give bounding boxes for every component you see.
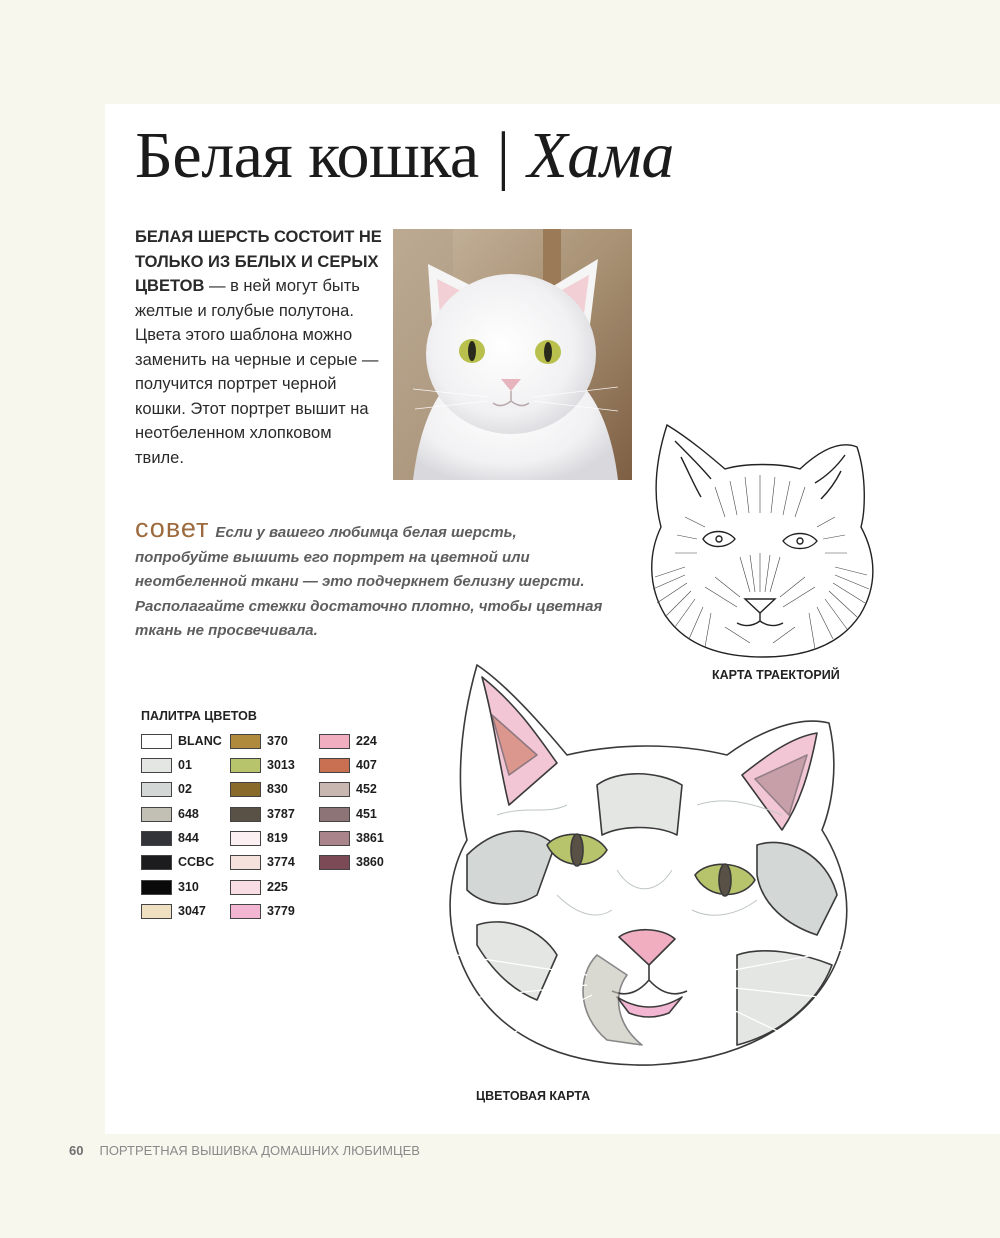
swatch-chip <box>230 855 261 870</box>
palette-swatch <box>141 805 199 823</box>
swatch-chip <box>319 782 350 797</box>
swatch-chip <box>141 758 172 773</box>
swatch-code: 819 <box>267 831 288 845</box>
swatch-chip <box>141 855 172 870</box>
title-pet-name: Хама <box>527 119 674 192</box>
intro-paragraph <box>135 225 385 470</box>
page-title <box>135 118 674 194</box>
palette-swatch <box>230 829 288 847</box>
swatch-code: 3787 <box>267 807 295 821</box>
palette-swatch <box>319 805 377 823</box>
swatch-code: 3774 <box>267 855 295 869</box>
swatch-chip <box>141 782 172 797</box>
color-map-illustration <box>437 655 862 1085</box>
cat-photo <box>393 229 632 480</box>
swatch-code: 830 <box>267 782 288 796</box>
palette-swatch <box>141 780 192 798</box>
palette-swatch <box>230 805 295 823</box>
page-footer <box>69 1143 420 1158</box>
swatch-chip <box>230 880 261 895</box>
palette-swatch <box>230 780 288 798</box>
title-main: Белая кошка <box>135 119 479 192</box>
palette-swatch <box>319 853 384 871</box>
palette-swatch <box>141 756 192 774</box>
stitch-map-illustration <box>645 417 880 662</box>
swatch-code: 451 <box>356 807 377 821</box>
swatch-code: BLANC <box>178 734 222 748</box>
swatch-chip <box>141 807 172 822</box>
palette-swatch <box>230 756 295 774</box>
swatch-chip <box>230 831 261 846</box>
swatch-code: 370 <box>267 734 288 748</box>
color-map-label: ЦВЕТОВАЯ КАРТА <box>476 1089 591 1103</box>
swatch-chip <box>319 758 350 773</box>
tip-label: совет <box>135 513 210 543</box>
swatch-code: 02 <box>178 782 192 796</box>
palette-swatch <box>319 780 377 798</box>
tip-box <box>135 513 605 644</box>
swatch-code: 3013 <box>267 758 295 772</box>
swatch-chip <box>230 758 261 773</box>
swatch-code: CCBC <box>178 855 215 869</box>
swatch-chip <box>141 880 172 895</box>
intro-lead: БЕЛАЯ ШЕРСТЬ СОСТОИТ НЕ ТОЛЬКО ИЗ БЕЛЫХ И СЕРЫХ ЦВЕТОВ <box>135 228 382 295</box>
swatch-code: 225 <box>267 880 288 894</box>
swatch-code: 224 <box>356 734 377 748</box>
stitch-map-label: КАРТА ТРАЕКТОРИЙ <box>712 668 840 682</box>
palette-swatch <box>230 902 295 920</box>
palette-swatch <box>230 878 288 896</box>
palette-swatch <box>141 878 199 896</box>
palette-title: ПАЛИТРА ЦВЕТОВ <box>141 709 257 723</box>
cat-photo-illustration <box>393 229 632 480</box>
swatch-chip <box>319 734 350 749</box>
swatch-chip <box>230 734 261 749</box>
swatch-code: 310 <box>178 880 199 894</box>
swatch-code: 648 <box>178 807 199 821</box>
title-separator: | <box>496 119 510 192</box>
page-number: 60 <box>69 1143 84 1158</box>
swatch-chip <box>230 782 261 797</box>
swatch-chip <box>141 904 172 919</box>
swatch-chip <box>230 904 261 919</box>
palette-swatch <box>141 853 214 871</box>
swatch-code: 3861 <box>356 831 384 845</box>
palette-swatch <box>230 853 295 871</box>
swatch-code: 3047 <box>178 904 206 918</box>
swatch-code: 452 <box>356 782 377 796</box>
swatch-chip <box>230 807 261 822</box>
swatch-code: 01 <box>178 758 192 772</box>
swatch-code: 407 <box>356 758 377 772</box>
swatch-code: 3860 <box>356 855 384 869</box>
palette-swatch <box>230 732 288 750</box>
palette-swatch <box>141 902 206 920</box>
swatch-code: 844 <box>178 831 199 845</box>
swatch-code: 3779 <box>267 904 295 918</box>
palette-swatch <box>319 756 377 774</box>
book-title: ПОРТРЕТНАЯ ВЫШИВКА ДОМАШНИХ ЛЮБИМЦЕВ <box>99 1143 420 1158</box>
palette-swatch <box>141 829 199 847</box>
swatch-chip <box>319 807 350 822</box>
swatch-chip <box>319 831 350 846</box>
palette-swatch <box>319 732 377 750</box>
palette-swatch <box>319 829 384 847</box>
swatch-chip <box>141 734 172 749</box>
intro-body: — в ней могут быть желтые и голубые полутона. Цвета этого шаблона можно заменить на черные и серые — получится портрет черной кошки. Этот портрет вышит на неотбеленном хлопковом твиле. <box>135 277 379 467</box>
swatch-chip <box>319 855 350 870</box>
tip-text: Если у вашего любимца белая шерсть, попробуйте вышить его портрет на цветной или неотбеленной ткани — это подчеркнет белизну шерсти. Располагайте стежки достаточно плотно, чтобы цветная ткань не просвечивала. <box>135 524 603 639</box>
swatch-chip <box>141 831 172 846</box>
palette-swatch <box>141 732 222 750</box>
